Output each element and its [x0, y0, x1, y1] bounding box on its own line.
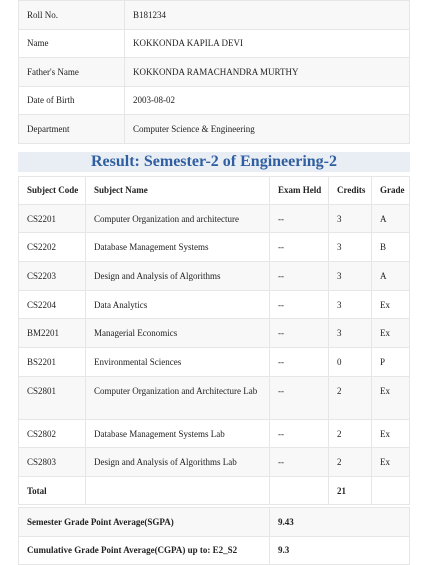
subject-code: CS2203	[19, 261, 86, 290]
subject-name: Environmental Sciences	[86, 347, 270, 376]
grade: B	[372, 233, 410, 262]
total-row	[19, 477, 410, 505]
table-row	[19, 233, 410, 262]
table-row	[19, 319, 410, 348]
credits: 2	[329, 419, 372, 448]
total-empty	[372, 477, 410, 505]
dept-label: Department	[19, 115, 125, 144]
credits: 3	[329, 290, 372, 319]
dob-value: 2003-08-02	[125, 86, 410, 115]
exam-held: --	[270, 448, 329, 477]
subject-code: BS2201	[19, 347, 86, 376]
subject-name: Database Management Systems Lab	[86, 419, 270, 448]
total-empty	[270, 477, 329, 505]
col-credits: Credits	[329, 176, 372, 204]
subject-code: BM2201	[19, 319, 86, 348]
dob-row	[19, 86, 410, 115]
col-subject-name: Subject Name	[86, 176, 270, 204]
grade: Ex	[372, 419, 410, 448]
grade: Ex	[372, 376, 410, 419]
name-value: KOKKONDA KAPILA DEVI	[125, 29, 410, 58]
roll-label: Roll No.	[19, 1, 125, 30]
subject-name: Design and Analysis of Algorithms Lab	[86, 448, 270, 477]
dept-row	[19, 115, 410, 144]
col-grade: Grade	[372, 176, 410, 204]
exam-held: --	[270, 319, 329, 348]
name-label: Name	[19, 29, 125, 58]
total-empty	[86, 477, 270, 505]
cgpa-label: Cumulative Grade Point Average(CGPA) up to: E2_S2	[19, 536, 270, 565]
col-exam-held: Exam Held	[270, 176, 329, 204]
exam-held: --	[270, 376, 329, 419]
father-label: Father's Name	[19, 58, 125, 87]
cgpa-value: 9.3	[270, 536, 410, 565]
sgpa-label: Semester Grade Point Average(SGPA)	[19, 508, 270, 537]
father-row	[19, 58, 410, 87]
subject-code: CS2803	[19, 448, 86, 477]
exam-held: --	[270, 204, 329, 233]
exam-held: --	[270, 419, 329, 448]
credits: 2	[329, 448, 372, 477]
gpa-table	[18, 507, 410, 565]
dob-label: Date of Birth	[19, 86, 125, 115]
table-row	[19, 448, 410, 477]
credits: 2	[329, 376, 372, 419]
grade: A	[372, 204, 410, 233]
exam-held: --	[270, 261, 329, 290]
exam-held: --	[270, 233, 329, 262]
table-row	[19, 419, 410, 448]
credits: 3	[329, 261, 372, 290]
table-row	[19, 204, 410, 233]
exam-held: --	[270, 290, 329, 319]
subject-code: CS2201	[19, 204, 86, 233]
dept-value: Computer Science & Engineering	[125, 115, 410, 144]
name-row	[19, 29, 410, 58]
father-value: KOKKONDA RAMACHANDRA MURTHY	[125, 58, 410, 87]
student-info-table	[18, 0, 410, 144]
subject-code: CS2801	[19, 376, 86, 419]
exam-held: --	[270, 347, 329, 376]
grade: A	[372, 261, 410, 290]
grade: Ex	[372, 448, 410, 477]
result-title: Result: Semester-2 of Engineering-2	[18, 152, 410, 172]
cgpa-row	[19, 536, 410, 565]
roll-row	[19, 1, 410, 30]
total-label: Total	[19, 477, 86, 505]
subject-code: CS2802	[19, 419, 86, 448]
subject-name: Design and Analysis of Algorithms	[86, 261, 270, 290]
grade: Ex	[372, 319, 410, 348]
table-row	[19, 347, 410, 376]
subject-name: Data Analytics	[86, 290, 270, 319]
subject-name: Managerial Economics	[86, 319, 270, 348]
grade: P	[372, 347, 410, 376]
result-table	[18, 176, 410, 506]
total-credits: 21	[329, 477, 372, 505]
subject-name: Computer Organization and Architecture Lab	[86, 376, 270, 419]
table-row	[19, 376, 410, 419]
table-row	[19, 290, 410, 319]
subject-name: Database Management Systems	[86, 233, 270, 262]
sgpa-row	[19, 508, 410, 537]
sgpa-value: 9.43	[270, 508, 410, 537]
col-subject-code: Subject Code	[19, 176, 86, 204]
table-row	[19, 261, 410, 290]
subject-code: CS2202	[19, 233, 86, 262]
result-header-row	[19, 176, 410, 204]
credits: 3	[329, 204, 372, 233]
subject-name: Computer Organization and architecture	[86, 204, 270, 233]
subject-code: CS2204	[19, 290, 86, 319]
roll-value: B181234	[125, 1, 410, 30]
credits: 3	[329, 233, 372, 262]
credits: 0	[329, 347, 372, 376]
credits: 3	[329, 319, 372, 348]
grade: Ex	[372, 290, 410, 319]
